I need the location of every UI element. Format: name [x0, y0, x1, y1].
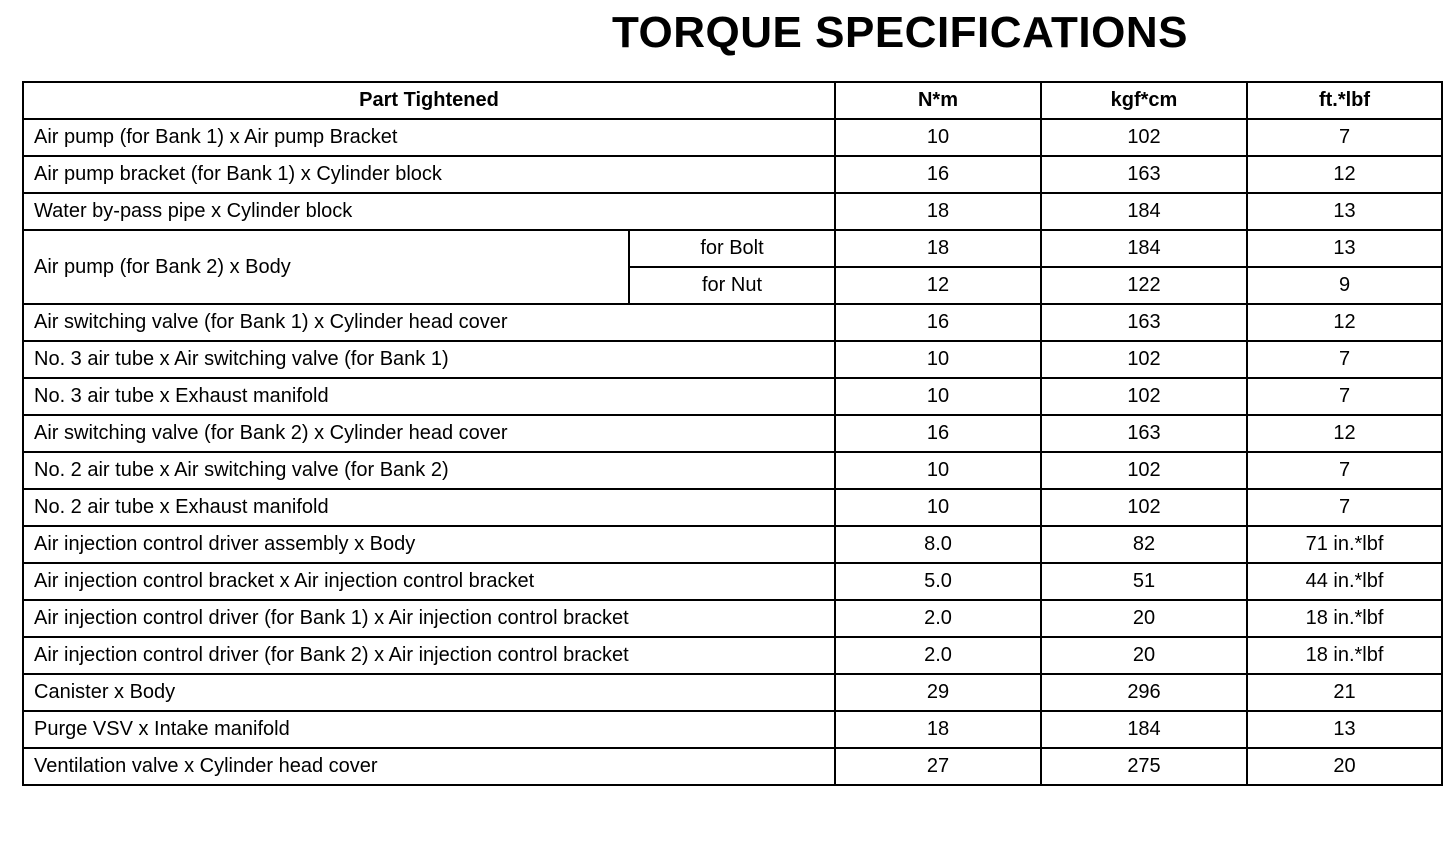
- part-cell: Canister x Body: [23, 674, 835, 711]
- table-row: [23, 119, 1442, 156]
- table-row: [23, 156, 1442, 193]
- ftlbf-cell: 7: [1247, 119, 1442, 156]
- kgfcm-cell: 20: [1041, 600, 1247, 637]
- kgfcm-cell: 163: [1041, 415, 1247, 452]
- ftlbf-cell: 12: [1247, 415, 1442, 452]
- part-cell: Air injection control driver (for Bank 2) x Air injection control bracket: [23, 637, 835, 674]
- table-row: [23, 748, 1442, 785]
- kgfcm-cell: 102: [1041, 489, 1247, 526]
- part-cell: Air switching valve (for Bank 2) x Cylinder head cover: [23, 415, 835, 452]
- kgfcm-cell: 51: [1041, 563, 1247, 600]
- kgfcm-cell: 102: [1041, 452, 1247, 489]
- nm-cell: 8.0: [835, 526, 1041, 563]
- kgfcm-cell: 102: [1041, 378, 1247, 415]
- nm-cell: 12: [835, 267, 1041, 304]
- table-row: [23, 304, 1442, 341]
- part-cell: Air switching valve (for Bank 1) x Cylinder head cover: [23, 304, 835, 341]
- kgfcm-cell: 102: [1041, 119, 1247, 156]
- ftlbf-cell: 12: [1247, 304, 1442, 341]
- column-header-part: Part Tightened: [23, 82, 835, 119]
- column-header-kgfcm: kgf*cm: [1041, 82, 1247, 119]
- part-cell: Air injection control driver (for Bank 1) x Air injection control bracket: [23, 600, 835, 637]
- ftlbf-cell: 7: [1247, 378, 1442, 415]
- ftlbf-cell: 13: [1247, 193, 1442, 230]
- torque-specifications-table: [22, 81, 1443, 786]
- table-row: [23, 378, 1442, 415]
- kgfcm-cell: 82: [1041, 526, 1247, 563]
- table-row: [23, 637, 1442, 674]
- ftlbf-cell: 20: [1247, 748, 1442, 785]
- nm-cell: 10: [835, 119, 1041, 156]
- sub-label-cell: for Bolt: [629, 230, 835, 267]
- column-header-nm: N*m: [835, 82, 1041, 119]
- part-cell: Air injection control bracket x Air injection control bracket: [23, 563, 835, 600]
- kgfcm-cell: 184: [1041, 193, 1247, 230]
- ftlbf-cell: 44 in.*lbf: [1247, 563, 1442, 600]
- kgfcm-cell: 122: [1041, 267, 1247, 304]
- kgfcm-cell: 275: [1041, 748, 1247, 785]
- ftlbf-cell: 7: [1247, 489, 1442, 526]
- part-cell: Water by-pass pipe x Cylinder block: [23, 193, 835, 230]
- part-cell: Air pump (for Bank 2) x Body: [23, 230, 629, 304]
- table-row: [23, 563, 1442, 600]
- part-cell: No. 3 air tube x Air switching valve (for Bank 1): [23, 341, 835, 378]
- nm-cell: 27: [835, 748, 1041, 785]
- ftlbf-cell: 9: [1247, 267, 1442, 304]
- part-cell: No. 3 air tube x Exhaust manifold: [23, 378, 835, 415]
- ftlbf-cell: 71 in.*lbf: [1247, 526, 1442, 563]
- kgfcm-cell: 102: [1041, 341, 1247, 378]
- kgfcm-cell: 163: [1041, 156, 1247, 193]
- part-cell: No. 2 air tube x Exhaust manifold: [23, 489, 835, 526]
- table-row: [23, 674, 1442, 711]
- kgfcm-cell: 296: [1041, 674, 1247, 711]
- ftlbf-cell: 21: [1247, 674, 1442, 711]
- nm-cell: 16: [835, 156, 1041, 193]
- ftlbf-cell: 13: [1247, 230, 1442, 267]
- table-row: [23, 526, 1442, 563]
- ftlbf-cell: 7: [1247, 341, 1442, 378]
- part-cell: Purge VSV x Intake manifold: [23, 711, 835, 748]
- kgfcm-cell: 20: [1041, 637, 1247, 674]
- part-cell: Air pump (for Bank 1) x Air pump Bracket: [23, 119, 835, 156]
- nm-cell: 18: [835, 230, 1041, 267]
- part-cell: Ventilation valve x Cylinder head cover: [23, 748, 835, 785]
- nm-cell: 2.0: [835, 637, 1041, 674]
- table-header-row: [23, 82, 1442, 119]
- part-cell: Air pump bracket (for Bank 1) x Cylinder block: [23, 156, 835, 193]
- nm-cell: 16: [835, 304, 1041, 341]
- nm-cell: 29: [835, 674, 1041, 711]
- table-row: [23, 489, 1442, 526]
- table-row: [23, 600, 1442, 637]
- ftlbf-cell: 18 in.*lbf: [1247, 637, 1442, 674]
- nm-cell: 16: [835, 415, 1041, 452]
- kgfcm-cell: 184: [1041, 230, 1247, 267]
- nm-cell: 2.0: [835, 600, 1041, 637]
- table-row: [23, 452, 1442, 489]
- nm-cell: 10: [835, 341, 1041, 378]
- ftlbf-cell: 13: [1247, 711, 1442, 748]
- ftlbf-cell: 18 in.*lbf: [1247, 600, 1442, 637]
- table-row: [23, 341, 1442, 378]
- table-row-split-bolt: [23, 230, 1442, 267]
- nm-cell: 18: [835, 711, 1041, 748]
- nm-cell: 18: [835, 193, 1041, 230]
- table-row: [23, 711, 1442, 748]
- nm-cell: 5.0: [835, 563, 1041, 600]
- column-header-ftlbf: ft.*lbf: [1247, 82, 1442, 119]
- table-row: [23, 415, 1442, 452]
- nm-cell: 10: [835, 489, 1041, 526]
- ftlbf-cell: 12: [1247, 156, 1442, 193]
- kgfcm-cell: 184: [1041, 711, 1247, 748]
- nm-cell: 10: [835, 452, 1041, 489]
- ftlbf-cell: 7: [1247, 452, 1442, 489]
- sub-label-cell: for Nut: [629, 267, 835, 304]
- page-title: TORQUE SPECIFICATIONS: [611, 8, 1189, 57]
- part-cell: Air injection control driver assembly x Body: [23, 526, 835, 563]
- table-row: [23, 193, 1442, 230]
- kgfcm-cell: 163: [1041, 304, 1247, 341]
- nm-cell: 10: [835, 378, 1041, 415]
- part-cell: No. 2 air tube x Air switching valve (for Bank 2): [23, 452, 835, 489]
